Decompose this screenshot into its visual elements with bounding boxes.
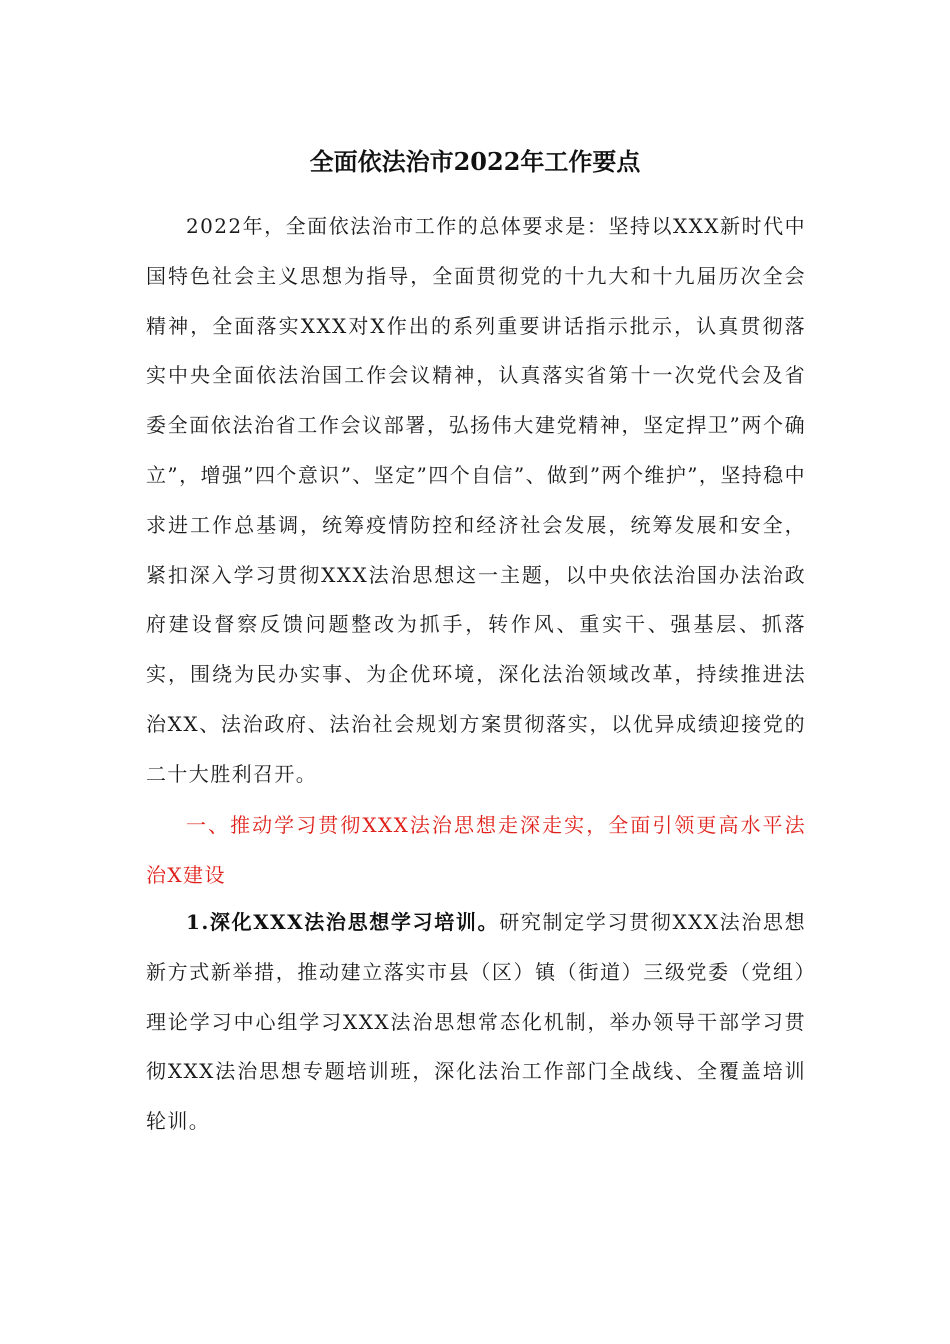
item-1-text: 研究制定学习贯彻XXX法治思想新方式新举措，推动建立落实市县（区）镇（街道）三级党委（党组）理论学习中心组学习XXX法治思想常态化机制，举办领导干部学习贯彻XXX法治思想专题培训班，深化法治工作部门全战线、全覆盖培训轮训。 [146,910,806,1134]
item-1-lead: 1.深化XXX法治思想学习培训。 [186,910,500,934]
section-heading-1: 一、推动学习贯彻XXX法治思想走深走实，全面引领更高水平法治X建设 [146,813,806,887]
item-paragraph-1 [146,898,806,1147]
document-title: 全面依法治市2022年工作要点 [309,147,641,176]
intro-paragraph: 2022年，全面依法治市工作的总体要求是：坚持以XXX新时代中国特色社会主义思想为指导，全面贯彻党的十九大和十九届历次全会精神，全面落实XXX对X作出的系列重要讲话指示批示，认真贯彻落实中央全面依法治国工作会议精神，认真落实省第十一次党代会及省委全面依法治省工作会议部署，弘扬伟大建党精神，坚定捍卫”两个确立”，增强”四个意识”、坚定”四个自信”、做到”两个维护”，坚持稳中求进工作总基调，统筹疫情防控和经济社会发展，统筹发展和安全，紧扣深入学习贯彻XXX法治思想这一主题，以中央依法治国办法治政府建设督察反馈问题整改为抓手，转作风、重实干、强基层、抓落实，围绕为民办实事、为企优环境，深化法治领域改革，持续推进法治XX、法治政府、法治社会规划方案贯彻落实，以优异成绩迎接党的二十大胜利召开。 [146,214,806,786]
